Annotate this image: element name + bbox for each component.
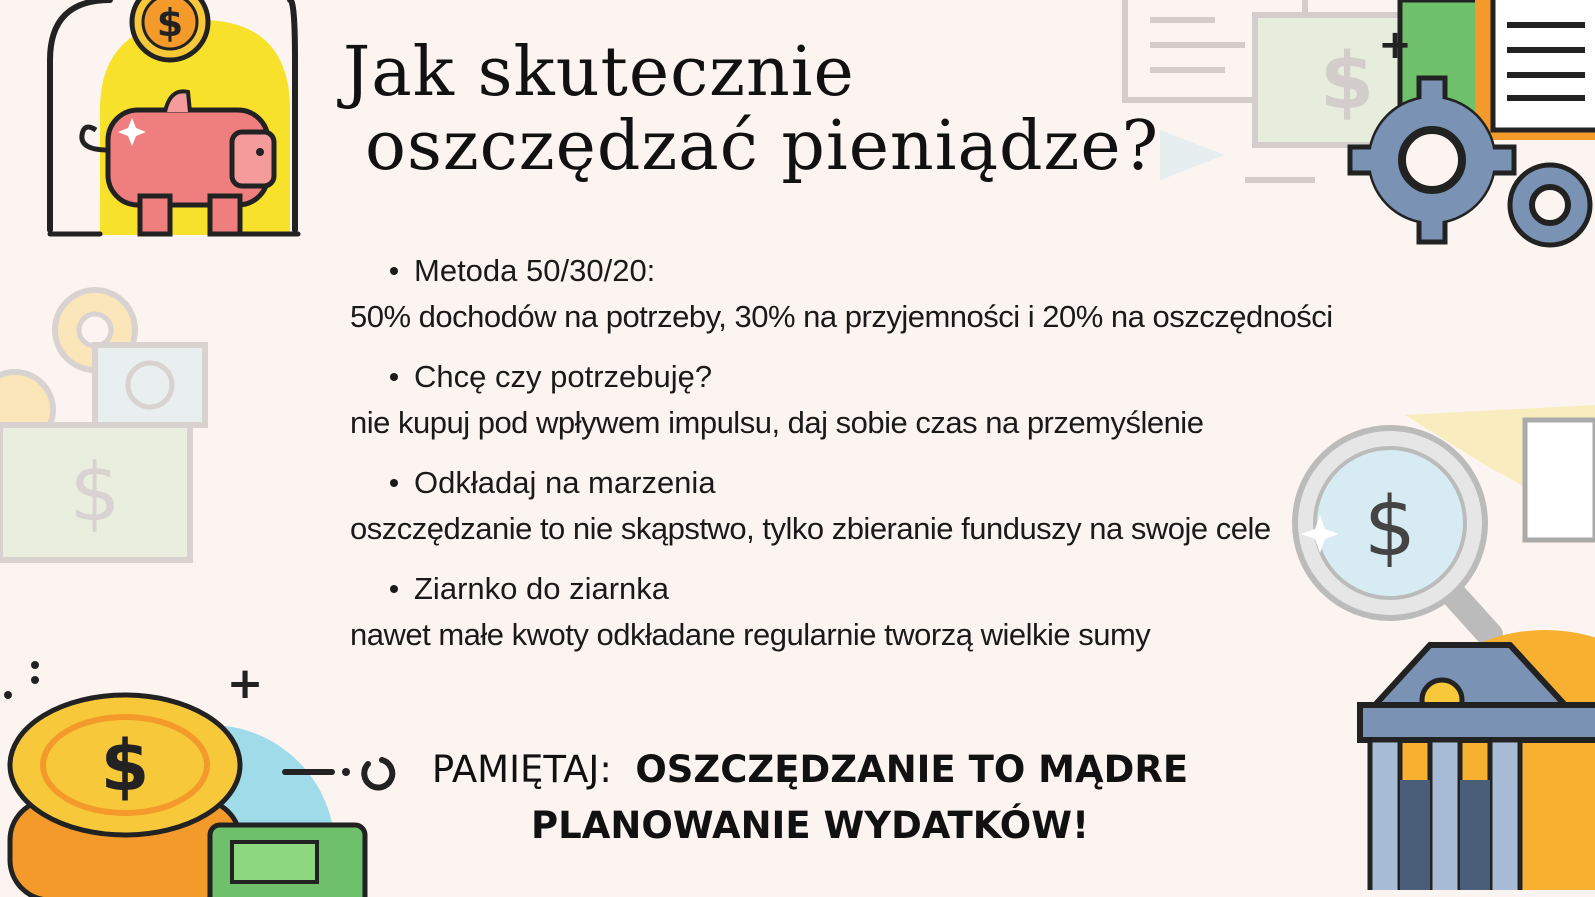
tip-heading: [350, 460, 1333, 506]
tip-item: [350, 354, 1333, 446]
tip-description: oszczędzanie to nie skąpstwo, tylko zbieranie funduszy na swoje cele: [350, 511, 1271, 547]
magnifier-dollar-sign: $: [1363, 480, 1417, 575]
tip-heading: [350, 566, 1333, 612]
tip-description: nie kupuj pod wpływem impulsu, daj sobie czas na przemyślenie: [350, 405, 1204, 441]
tip-item: [350, 460, 1333, 552]
page-title: [343, 33, 1160, 186]
stack-dollar-sign: $: [100, 725, 150, 807]
tips-list: [350, 248, 1333, 672]
bullet-icon: [390, 585, 398, 593]
plus-icon-small: +: [226, 660, 264, 709]
faded-dollar-sign: $: [69, 446, 121, 539]
tip-item: [350, 566, 1333, 658]
bank-building-icon: [1330, 630, 1595, 890]
reminder-label: PAMIĘTAJ:: [431, 748, 612, 791]
reminder-line-1: [380, 742, 1240, 798]
tip-heading-text: Metoda 50/30/20:: [414, 253, 656, 289]
title-line-1: Jak skutecznie: [343, 33, 855, 112]
reminder-emphasis-2: PLANOWANIE WYDATKÓW!: [531, 804, 1089, 847]
reminder-emphasis-1: OSZCZĘDZANIE TO MĄDRE: [635, 748, 1189, 791]
tip-item: [350, 248, 1333, 340]
tip-heading-text: Chcę czy potrzebuję?: [414, 359, 713, 395]
piggy-bank-icon: [40, 0, 350, 245]
gears-documents-icon: [1115, 0, 1595, 270]
tip-heading: [350, 354, 1333, 400]
bullet-icon: [390, 267, 398, 275]
tip-heading: [350, 248, 1333, 294]
tip-heading-text: Odkładaj na marzenia: [414, 465, 716, 501]
tip-description: 50% dochodów na potrzeby, 30% na przyjemności i 20% na oszczędności: [350, 299, 1333, 335]
tip-description: nawet małe kwoty odkładane regularnie tworzą wielkie sumy: [350, 617, 1151, 653]
bullet-icon: [390, 479, 398, 487]
faded-money-gears-icon: [0, 280, 215, 570]
bullet-icon: [390, 373, 398, 381]
tip-heading-text: Ziarnko do ziarnka: [414, 571, 670, 607]
title-line-2: oszczędzać pieniądze?: [365, 107, 1160, 186]
coin-dollar-sign: $: [156, 1, 184, 45]
money-dollar-sign: $: [1319, 37, 1375, 127]
plus-icon: +: [1378, 22, 1412, 68]
coin-stack-icon: [0, 660, 410, 897]
reminder-footer: [380, 742, 1240, 854]
